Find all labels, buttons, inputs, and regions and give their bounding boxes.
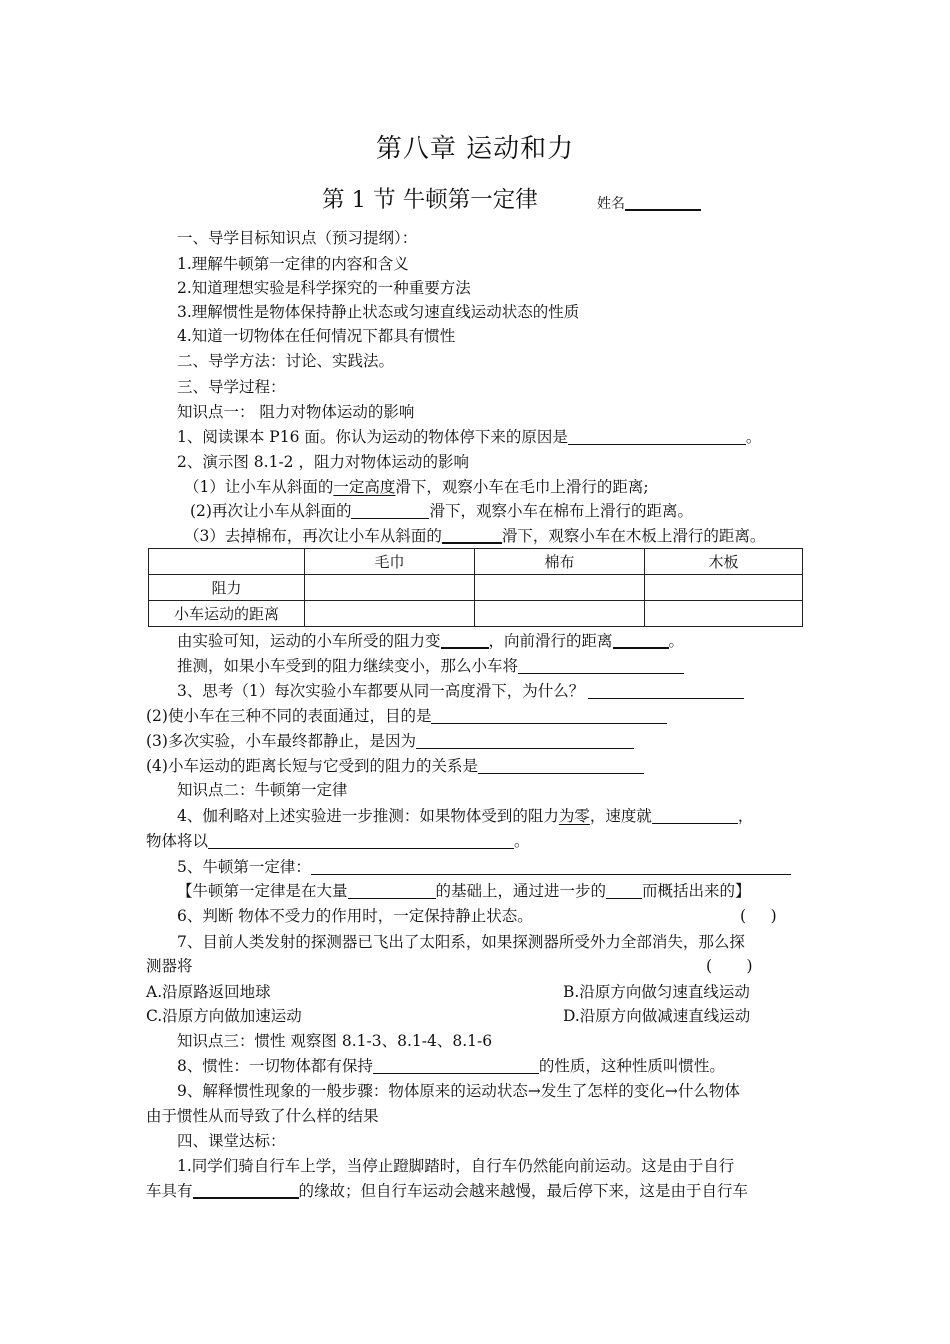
table-header-cell: 毛巾 <box>305 549 475 575</box>
section-title: 第 1 节 牛顿第一定律 <box>322 187 538 213</box>
section-4-heading: 四、课堂达标： <box>177 1132 286 1150</box>
q1-blank[interactable] <box>568 428 746 445</box>
bracket-blank-2[interactable] <box>606 882 642 899</box>
table-cell[interactable] <box>475 601 645 627</box>
bracket-note: 【牛顿第一定律是在大量 的基础上，通过进一步的 而概括出来的】 <box>177 882 751 900</box>
table-header-cell: 棉布 <box>475 549 645 575</box>
q6-answer-paren[interactable]: ( ) <box>740 907 777 925</box>
question-4-cont: 物体将以 。 <box>146 832 530 850</box>
table-cell[interactable] <box>645 601 803 627</box>
knowledge-point-3: 知识点三：惯性 观察图 8.1-3、8.1-4、8.1-6 <box>177 1032 493 1050</box>
conclusion: 由实验可知，运动的小车所受的阻力变 ，向前滑行的距离 。 <box>177 632 685 650</box>
think-1-blank[interactable] <box>588 682 744 699</box>
table-header-row <box>149 549 803 575</box>
goal-3: 3.理解惯性是物体保持静止状态或匀速直线运动状态的性质 <box>177 303 580 321</box>
name-label: 姓名 <box>597 196 625 212</box>
section-2-method: 二、导学方法：讨论、实践法。 <box>177 352 395 370</box>
goal-4: 4.知道一切物体在任何情况下都具有惯性 <box>177 327 456 345</box>
question-5: 5、牛顿第一定律： <box>177 857 791 877</box>
option-c[interactable]: C.沿原方向做加速运动 <box>146 1007 302 1025</box>
table-cell: 阻力 <box>149 575 305 601</box>
step-2-blank[interactable] <box>351 502 429 519</box>
table-row <box>149 601 803 627</box>
option-a[interactable]: A.沿原路返回地球 <box>146 983 271 1001</box>
think-3: (3)多次实验，小车最终都静止，是因为 <box>146 731 634 751</box>
bracket-blank-1[interactable] <box>348 882 436 899</box>
knowledge-point-2: 知识点二：牛顿第一定律 <box>177 781 348 799</box>
experiment-table <box>148 548 803 627</box>
question-7-line-1: 7、目前人类发射的探测器已飞出了太阳系，如果探测器所受外力全部消失，那么探 <box>177 933 745 951</box>
question-7-line-2: 测器将 <box>146 957 193 975</box>
goal-1: 1.理解牛顿第一定律的内容和含义 <box>177 255 409 273</box>
question-9-line-2: 由于惯性从而导致了什么样的结果 <box>146 1107 379 1125</box>
table-cell[interactable] <box>475 575 645 601</box>
table-header-cell: 木板 <box>645 549 803 575</box>
table-cell: 小车运动的距离 <box>149 601 305 627</box>
conclusion-blank-1[interactable] <box>441 631 489 649</box>
question-9-line-1: 9、解释惯性现象的一般步骤：物体原来的运动状态→发生了怎样的变化→什么物体 <box>177 1082 740 1100</box>
question-1: 1、阅读课本 P16 面。你认为运动的物体停下来的原因是 。 <box>177 428 762 446</box>
think-3-blank[interactable] <box>416 732 634 749</box>
inference-blank[interactable] <box>518 657 684 674</box>
section-3-heading: 三、导学过程： <box>177 378 286 396</box>
table-cell[interactable] <box>305 601 475 627</box>
knowledge-point-1: 知识点一： 阻力对物体运动的影响 <box>177 403 415 421</box>
think-4-blank[interactable] <box>478 757 644 774</box>
goal-2: 2.知道理想实验是科学探究的一种重要方法 <box>177 279 471 297</box>
question-4: 4、伽利略对上述实验进一步推测：如果物体受到的阻力为零，速度就 ， <box>177 807 754 825</box>
think-2-blank[interactable] <box>431 707 667 724</box>
table-cell[interactable] <box>645 575 803 601</box>
think-2: (2)使小车在三种不同的表面通过，目的是 <box>146 706 667 726</box>
name-field <box>597 193 701 213</box>
option-d[interactable]: D.沿原方向做减速直线运动 <box>563 1007 751 1025</box>
think-1: 3、思考（1）每次实验小车都要从同一高度滑下，为什么？ <box>177 681 744 701</box>
question-8: 8、惯性：一切物体都有保持 的性质，这种性质叫惯性。 <box>177 1057 725 1075</box>
class-exercise-1-line-1: 1.同学们骑自行车上学，当停止蹬脚踏时，自行车仍然能向前运动。这是由于自行 <box>177 1157 735 1175</box>
exercise-1-blank[interactable] <box>193 1181 299 1199</box>
q4-blank-1[interactable] <box>652 807 738 824</box>
name-blank[interactable] <box>625 193 701 211</box>
question-2: 2、演示图 8.1-2 ，阻力对物体运动的影响 <box>177 453 469 471</box>
step-1: （1）让小车从斜面的一定高度滑下，观察小车在毛巾上滑行的距离; <box>184 478 649 496</box>
inference: 推测，如果小车受到的阻力继续变小，那么小车将 <box>177 656 684 676</box>
q8-blank[interactable] <box>373 1057 539 1074</box>
option-b[interactable]: B.沿原方向做匀速直线运动 <box>563 983 750 1001</box>
q5-blank[interactable] <box>311 858 791 875</box>
section-1-heading: 一、导学目标知识点（预习提纲）： <box>177 229 418 247</box>
think-4: (4)小车运动的距离长短与它受到的阻力的关系是 <box>146 756 644 776</box>
q4-blank-2[interactable] <box>208 832 514 849</box>
conclusion-blank-2[interactable] <box>613 631 669 649</box>
q4-underlined: 为零 <box>558 807 590 825</box>
q7-answer-paren[interactable]: ( ) <box>706 957 753 975</box>
table-cell[interactable] <box>305 575 475 601</box>
step-3-blank[interactable] <box>442 526 502 544</box>
question-6: 6、判断 物体不受力的作用时，一定保持静止状态。 <box>177 907 533 925</box>
step-1-underlined: 一定高度 <box>333 478 396 496</box>
step-3: （3）去掉棉布，再次让小车从斜面的 滑下，观察小车在木板上滑行的距离。 <box>184 527 766 545</box>
table-header-cell <box>149 549 305 575</box>
class-exercise-1-line-2: 车具有 的缘故；但自行车运动会越来越慢，最后停下来，这是由于自行车 <box>146 1182 749 1200</box>
table-row <box>149 575 803 601</box>
step-2: (2)再次让小车从斜面的 滑下，观察小车在棉布上滑行的距离。 <box>190 502 693 520</box>
chapter-title: 第八章 运动和力 <box>375 134 575 164</box>
